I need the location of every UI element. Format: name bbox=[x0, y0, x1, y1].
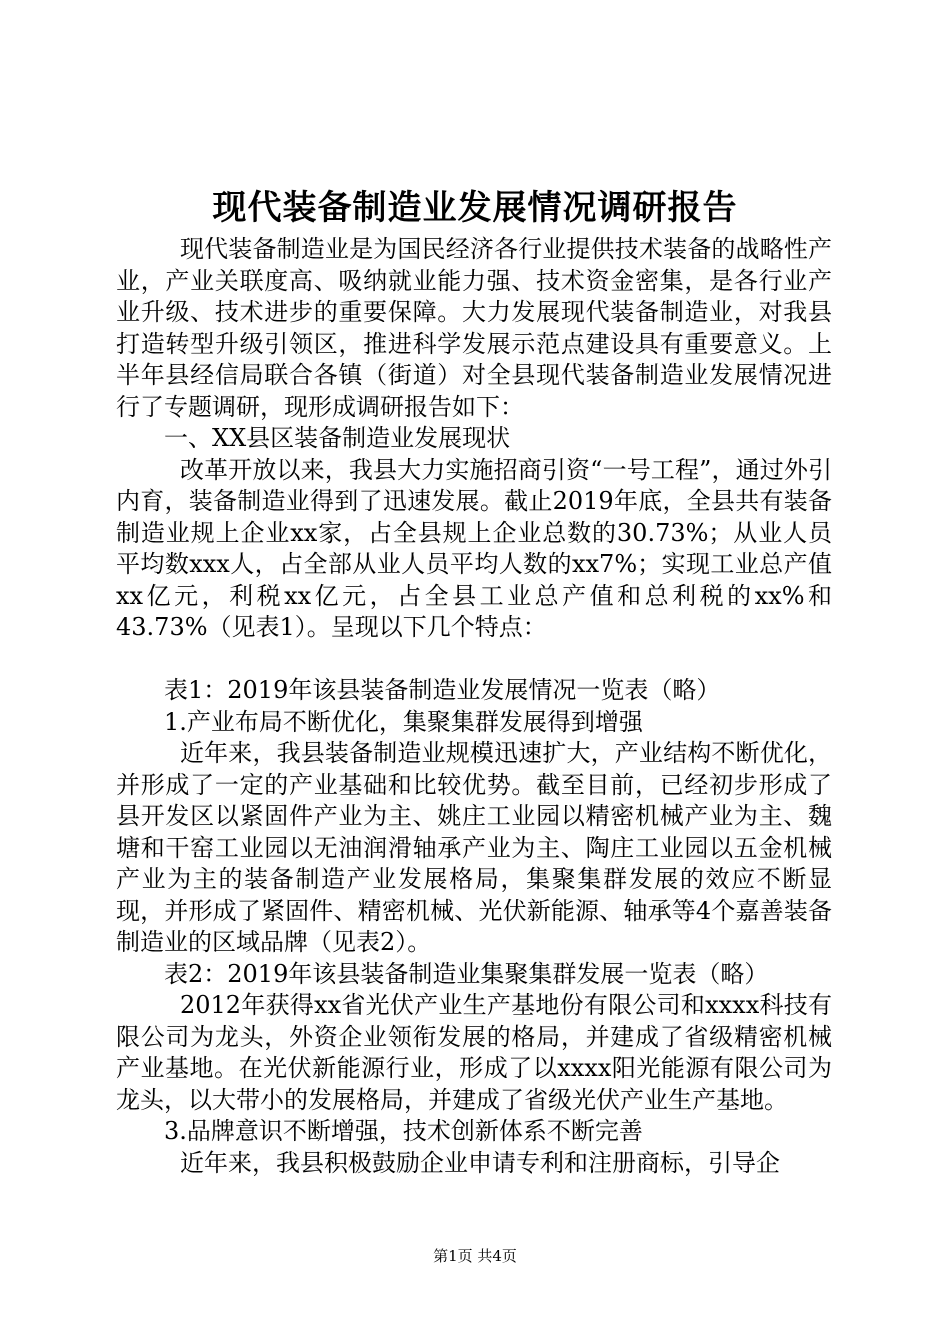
industry-paragraph: 2012年获得xx省光伏产业生产基地份有限公司和xxxx科技有限公司为龙头，外资企业领衔发展的格局，并建成了省级精密机械产业基地。在光伏新能源行业，形成了以xxxx阳光能源有限公司为龙头，以大带小的发展格局，并建成了省级光伏产业生产基地。 bbox=[116, 991, 832, 1114]
blank-line bbox=[116, 644, 832, 676]
table-1-caption: 表1：2019年该县装备制造业发展情况一览表（略） bbox=[164, 676, 721, 704]
section-heading-1: 一、XX县区装备制造业发展现状 bbox=[164, 424, 511, 452]
intro-paragraph: 现代装备制造业是为国民经济各行业提供技术装备的战略性产业，产业关联度高、吸纳就业能力强、技术资金密集，是各行业产业升级、技术进步的重要保障。大力发展现代装备制造业，对我县打造转型升级引领区，推进科学发展示范点建设具有重要意义。上半年县经信局联合各镇（街道）对全县现代装备制造业发展情况进行了专题调研，现形成调研报告如下： bbox=[116, 235, 832, 421]
document-title: 现代装备制造业发展情况调研报告 bbox=[212, 188, 738, 228]
subheading-1: 1.产业布局不断优化，集聚集群发展得到增强 bbox=[164, 707, 643, 736]
document-body bbox=[116, 234, 832, 1179]
brand-paragraph: 近年来，我县积极鼓励企业申请专利和注册商标，引导企 bbox=[180, 1148, 780, 1177]
status-paragraph: 改革开放以来，我县大力实施招商引资“一号工程”，通过外引内育，装备制造业得到了迅速发展。截止2019年底，全县共有装备制造业规上企业xx家，占全县规上企业总数的30.73%；从业人员平均数xxx人，占全部从业人员平均人数的xx7%；实现工业总产值xx亿元，利税xx亿元，占全县工业总产值和总利税的xx%和43.73%（见表1）。呈现以下几个特点： bbox=[116, 455, 832, 641]
page-footer: 第1页 共4页 bbox=[433, 1247, 517, 1265]
table-2-caption: 表2：2019年该县装备制造业集聚集群发展一览表（略） bbox=[164, 959, 769, 988]
subheading-3: 3.品牌意识不断增强，技术创新体系不断完善 bbox=[164, 1117, 643, 1145]
layout-paragraph: 近年来，我县装备制造业规模迅速扩大，产业结构不断优化，并形成了一定的产业基础和比较优势。截至目前，已经初步形成了县开发区以紧固件产业为主、姚庄工业园以精密机械产业为主、魏塘和干窑工业园以无油润滑轴承产业为主、陶庄工业园以五金机械产业为主的装备制造产业发展格局，集聚集群发展的效应不断显现，并形成了紧固件、精密机械、光伏新能源、轴承等4个嘉善装备制造业的区域品牌（见表2）。 bbox=[116, 739, 832, 956]
